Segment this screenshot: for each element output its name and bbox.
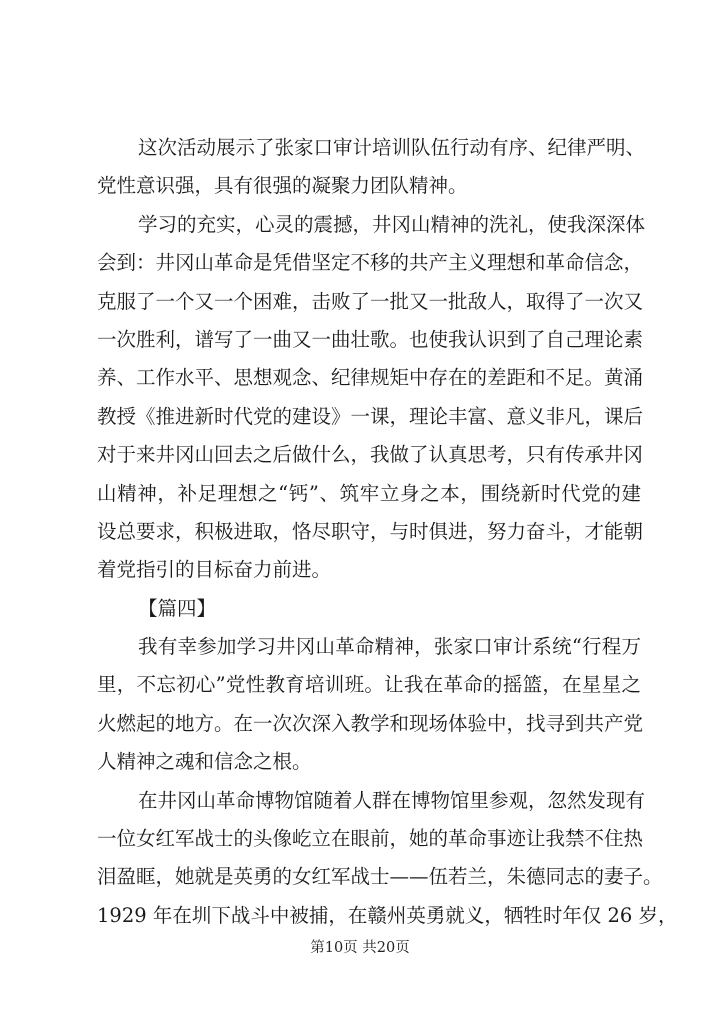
text-line: 党性意识强，具有很强的凝聚力团队精神。	[97, 174, 468, 198]
text-line: 人精神之魂和信念之根。	[97, 750, 312, 774]
text-line: 在井冈山革命博物馆随着人群在博物馆里参观，忽然发现有	[138, 788, 646, 812]
paragraph	[97, 782, 678, 936]
text-line: 【篇四】	[138, 596, 217, 620]
text-line: 克服了一个又一个困难，击败了一批又一批敌人，取得了一次又	[97, 289, 644, 313]
paragraph	[97, 628, 644, 782]
paragraph	[97, 129, 646, 206]
text-line: 我有幸参加学习井冈山革命精神，张家口审计系统“行程万	[138, 635, 641, 659]
document-body	[97, 129, 678, 935]
page-footer: 第10页 共20页	[310, 940, 410, 956]
text-line: 会到：井冈山革命是凭借坚定不移的共产主义理想和革命信念，	[97, 251, 644, 275]
text-line: 山精神，补足理想之“钙”、筑牢立身之本，围绕新时代党的建	[97, 481, 641, 505]
paragraph	[97, 206, 646, 590]
text-line: 对于来井冈山回去之后做什么，我做了认真思考，只有传承井冈	[97, 443, 644, 467]
text-line: 一位女红军战士的头像屹立在眼前，她的革命事迹让我禁不住热	[97, 827, 644, 851]
text-line: 火燃起的地方。在一次次深入教学和现场体验中，找寻到共产党	[97, 711, 644, 735]
text-line: 设总要求，积极进取，恪尽职守，与时俱进，努力奋斗，才能朝	[97, 519, 644, 543]
section-heading	[97, 590, 641, 628]
text-line: 这次活动展示了张家口审计培训队伍行动有序、纪律严明、	[138, 136, 646, 159]
text-line: 里，不忘初心”党性教育培训班。让我在革命的摇篮，在星星之	[97, 673, 641, 697]
text-line: 泪盈眶，她就是英勇的女红军战士——伍若兰，朱德同志的妻子。	[97, 865, 663, 889]
text-line: 教授《推进新时代党的建设》一课，理论丰富、意义非凡，课后	[97, 404, 644, 428]
text-line: 养、工作水平、思想观念、纪律规矩中存在的差距和不足。黄涌	[97, 366, 644, 390]
text-line: 着党指引的目标奋力前进。	[97, 558, 332, 582]
text-line: 1929 年在圳下战斗中被捕，在赣州英勇就义，牺牲时年仅 26 岁，	[97, 903, 678, 927]
text-line: 一次胜利，谱写了一曲又一曲壮歌。也使我认识到了自己理论素	[97, 327, 644, 351]
text-line: 学习的充实，心灵的震撼，井冈山精神的洗礼，使我深深体	[138, 212, 646, 236]
